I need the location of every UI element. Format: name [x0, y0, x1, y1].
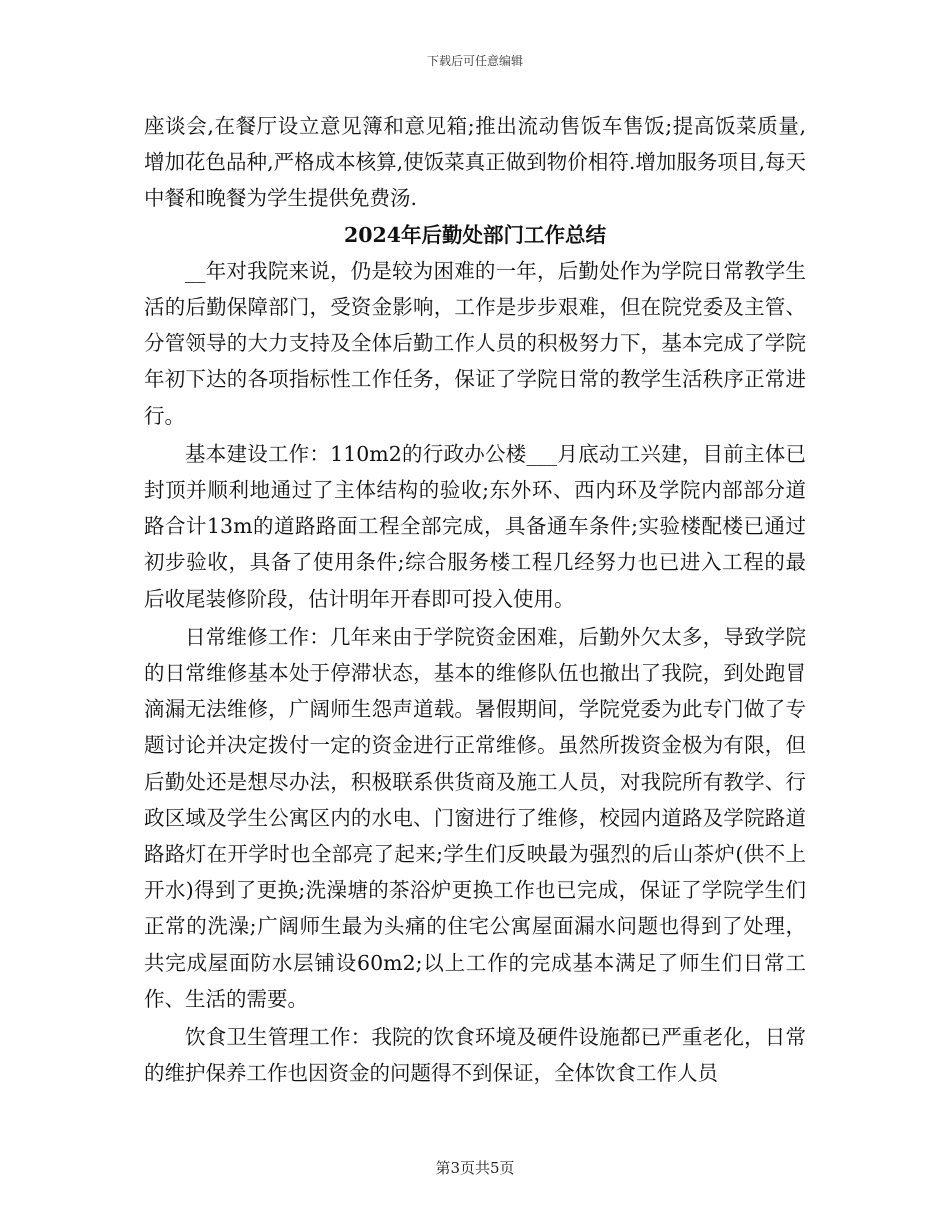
- paragraph-maintenance: 日常维修工作：几年来由于学院资金困难，后勤外欠太多，导致学院的日常维修基本处于停滞状态，基本的维修队伍也撤出了我院，到处跑冒滴漏无法维修，广阔师生怨声道载。暑假期间，学院党委为此专门做了专题讨论并决定拨付一定的资金进行正常维修。虽然所拨资金极为有限，但后勤处还是想尽办法，积极联系供货商及施工人员，对我院所有教学、行政区域及学生公寓区内的水电、门窗进行了维修，校园内道路及学院路道路路灯在开学时也全部亮了起来;学生们反映最为强烈的后山茶炉(供不上开水)得到了更换;洗澡塘的茶浴炉更换工作也已完成，保证了学院学生们正常的洗澡;广阔师生最为头痛的住宅公寓屋面漏水问题也得到了处理，共完成屋面防水层铺设60m2;以上工作的完成基本满足了师生们日常工作、生活的需要。: [144, 624, 806, 1011]
- document-body: [144, 108, 806, 1091]
- section-title: 2024年后勤处部门工作总结: [343, 222, 607, 247]
- paragraph-overview: __年对我院来说，仍是较为困难的一年，后勤处作为学院日常教学生活的后勤保障部门，受资金影响，工作是步步艰难，但在院党委及主管、分管领导的大力支持及全体后勤工作人员的积极努力下，基本完成了学院年初下达的各项指标性工作任务，保证了学院日常的教学生活秩序正常进行。: [144, 258, 806, 428]
- paragraph-food-hygiene: 饮食卫生管理工作：我院的饮食环境及硬件设施都已严重老化，日常的维护保养工作也因资金的问题得不到保证，全体饮食工作人员: [144, 1025, 806, 1086]
- intro-paragraph: 座谈会,在餐厅设立意见簿和意见箱;推出流动售饭车售饭;提高饭菜质量,增加花色品种,严格成本核算,使饭菜真正做到物价相符.增加服务项目,每天中餐和晚餐为学生提供免费汤.: [144, 114, 806, 211]
- page-header-note: 下载后可任意编辑: [426, 54, 523, 68]
- paragraph-construction: 基本建设工作：110m2的行政办公楼___月底动工兴建，目前主体已封顶并顺利地通过了主体结构的验收;东外环、西内环及学院内部部分道路合计13m的道路路面工程全部完成，具备通车条件;实验楼配楼已通过初步验收，具备了使用条件;综合服务楼工程几经努力也已进入工程的最后收尾装修阶段，估计明年开春即可投入使用。: [144, 441, 806, 611]
- page-number: 第3页共5页: [435, 1159, 515, 1177]
